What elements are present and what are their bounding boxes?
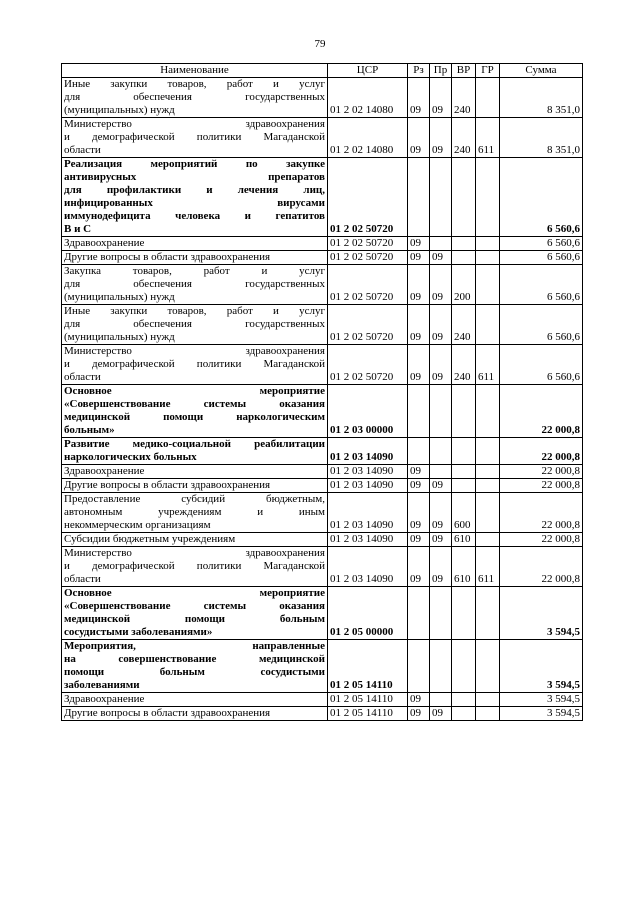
row-rz: 09 — [408, 305, 430, 345]
row-gr — [476, 265, 500, 305]
row-name-line: Здравоохранение — [64, 693, 145, 705]
row-name-line: антивирусных препаратов — [64, 171, 325, 183]
table-row — [62, 640, 583, 693]
row-name-line: для обеспечения государственных — [64, 91, 325, 103]
table-row — [62, 305, 583, 345]
row-name-line: Министерство здравоохранения — [64, 345, 325, 357]
table-row — [62, 385, 583, 438]
row-name-line: Основное мероприятие — [64, 587, 325, 599]
row-sum: 22 000,8 — [500, 533, 583, 547]
row-sum: 22 000,8 — [500, 438, 583, 465]
row-pr: 09 — [430, 265, 452, 305]
row-sum: 22 000,8 — [500, 465, 583, 479]
row-pr: 09 — [430, 345, 452, 385]
row-name-line: Министерство здравоохранения — [64, 547, 325, 559]
row-gr — [476, 493, 500, 533]
row-sum: 22 000,8 — [500, 493, 583, 533]
row-pr: 09 — [430, 533, 452, 547]
table-row — [62, 587, 583, 640]
row-sum: 6 560,6 — [500, 265, 583, 305]
row-rz: 09 — [408, 251, 430, 265]
row-gr — [476, 305, 500, 345]
row-name-line: Развитие медико-социальной реабилитации — [64, 438, 325, 450]
table-row — [62, 479, 583, 493]
row-rz: 09 — [408, 118, 430, 158]
row-vr — [452, 158, 476, 237]
row-name-line: Предоставление субсидий бюджетным, — [64, 493, 325, 505]
row-name-line: наркологических больных — [64, 451, 197, 463]
row-csr: 01 2 05 14110 — [328, 640, 408, 693]
row-rz — [408, 438, 430, 465]
row-name — [62, 305, 328, 345]
row-name-line: «Совершенствование системы оказания — [64, 398, 325, 410]
row-name — [62, 533, 328, 547]
table-row — [62, 707, 583, 721]
header-vr: ВР — [452, 64, 476, 78]
row-csr: 01 2 03 00000 — [328, 385, 408, 438]
row-name — [62, 438, 328, 465]
row-pr — [430, 438, 452, 465]
row-name — [62, 465, 328, 479]
row-name-line: и демографической политики Магаданской — [64, 131, 325, 143]
row-name — [62, 237, 328, 251]
row-gr — [476, 158, 500, 237]
row-name-line: Министерство здравоохранения — [64, 118, 325, 130]
row-pr — [430, 158, 452, 237]
row-name-line: области — [64, 144, 101, 156]
row-name — [62, 118, 328, 158]
row-sum: 6 560,6 — [500, 305, 583, 345]
row-name-line: В и С — [64, 223, 92, 235]
table-row — [62, 265, 583, 305]
row-name-line: Реализация мероприятий по закупке — [64, 158, 325, 170]
table-row — [62, 547, 583, 587]
row-name-line: медицинской помощи наркологическим — [64, 411, 325, 423]
row-csr: 01 2 02 50720 — [328, 237, 408, 251]
row-csr: 01 2 02 50720 — [328, 251, 408, 265]
row-vr: 240 — [452, 118, 476, 158]
row-vr — [452, 707, 476, 721]
row-name-line: Другие вопросы в области здравоохранения — [64, 479, 271, 491]
row-rz — [408, 385, 430, 438]
row-sum: 22 000,8 — [500, 547, 583, 587]
table-row — [62, 438, 583, 465]
header-csr: ЦСР — [328, 64, 408, 78]
row-csr: 01 2 02 14080 — [328, 118, 408, 158]
row-name-line: медицинской помощи больным — [64, 613, 325, 625]
row-rz: 09 — [408, 265, 430, 305]
row-sum: 8 351,0 — [500, 118, 583, 158]
row-name — [62, 158, 328, 237]
row-sum: 22 000,8 — [500, 479, 583, 493]
budget-table — [61, 63, 583, 721]
row-name — [62, 693, 328, 707]
row-name-line: сосудистыми заболеваниями» — [64, 626, 213, 638]
row-name — [62, 385, 328, 438]
row-rz — [408, 640, 430, 693]
row-name-line: «Совершенствование системы оказания — [64, 600, 325, 612]
row-vr — [452, 479, 476, 493]
row-sum: 6 560,6 — [500, 158, 583, 237]
row-name — [62, 265, 328, 305]
row-name-line: для обеспечения государственных — [64, 278, 325, 290]
row-name-line: Другие вопросы в области здравоохранения — [64, 707, 271, 719]
row-csr: 01 2 02 50720 — [328, 345, 408, 385]
table-row — [62, 345, 583, 385]
row-vr: 610 — [452, 547, 476, 587]
row-name-line: области — [64, 371, 101, 383]
row-csr: 01 2 03 14090 — [328, 493, 408, 533]
row-vr — [452, 587, 476, 640]
row-name-line: (муниципальных) нужд — [64, 291, 175, 303]
row-name — [62, 587, 328, 640]
row-csr: 01 2 03 14090 — [328, 479, 408, 493]
row-pr — [430, 587, 452, 640]
row-csr: 01 2 05 00000 — [328, 587, 408, 640]
row-name — [62, 78, 328, 118]
row-gr — [476, 587, 500, 640]
row-name — [62, 345, 328, 385]
row-rz: 09 — [408, 479, 430, 493]
row-name-line: Мероприятия, направленные — [64, 640, 325, 652]
table-row — [62, 693, 583, 707]
row-gr — [476, 438, 500, 465]
row-gr: 611 — [476, 345, 500, 385]
row-rz: 09 — [408, 78, 430, 118]
row-rz: 09 — [408, 237, 430, 251]
row-rz: 09 — [408, 547, 430, 587]
row-gr — [476, 251, 500, 265]
row-rz: 09 — [408, 493, 430, 533]
row-gr — [476, 237, 500, 251]
row-csr: 01 2 02 14080 — [328, 78, 408, 118]
row-name-line: иммунодефицита человека и гепатитов — [64, 210, 325, 222]
row-name-line: Иные закупки товаров, работ и услуг — [64, 78, 325, 90]
row-csr: 01 2 03 14090 — [328, 547, 408, 587]
row-name-line: для обеспечения государственных — [64, 318, 325, 330]
row-rz: 09 — [408, 707, 430, 721]
row-vr: 200 — [452, 265, 476, 305]
table-row — [62, 118, 583, 158]
row-gr: 611 — [476, 118, 500, 158]
row-name-line: Здравоохранение — [64, 465, 145, 477]
row-name-line: Субсидии бюджетным учреждениям — [64, 533, 236, 545]
table-row — [62, 237, 583, 251]
row-name — [62, 479, 328, 493]
table-row — [62, 533, 583, 547]
row-name-line: на совершенствование медицинской — [64, 653, 325, 665]
row-rz — [408, 158, 430, 237]
row-name-line: и демографической политики Магаданской — [64, 358, 325, 370]
row-pr: 09 — [430, 707, 452, 721]
row-vr — [452, 640, 476, 693]
row-sum: 22 000,8 — [500, 385, 583, 438]
row-sum: 6 560,6 — [500, 251, 583, 265]
row-name-line: и демографической политики Магаданской — [64, 560, 325, 572]
row-sum: 3 594,5 — [500, 693, 583, 707]
row-name-line: больным» — [64, 424, 115, 436]
row-name-line: заболеваниями — [64, 679, 140, 691]
table-header-row — [62, 64, 583, 78]
row-vr: 240 — [452, 78, 476, 118]
row-csr: 01 2 03 14090 — [328, 465, 408, 479]
row-pr: 09 — [430, 251, 452, 265]
row-csr: 01 2 05 14110 — [328, 707, 408, 721]
table-body — [62, 78, 583, 721]
page-number: 79 — [314, 38, 326, 50]
row-sum: 6 560,6 — [500, 237, 583, 251]
row-csr: 01 2 02 50720 — [328, 158, 408, 237]
row-pr: 09 — [430, 118, 452, 158]
row-name-line: инфицированных вирусами — [64, 197, 325, 209]
row-name — [62, 547, 328, 587]
row-name-line: (муниципальных) нужд — [64, 104, 175, 116]
row-vr: 240 — [452, 345, 476, 385]
row-sum: 3 594,5 — [500, 707, 583, 721]
row-name-line: Закупка товаров, работ и услуг — [64, 265, 325, 277]
row-csr: 01 2 02 50720 — [328, 265, 408, 305]
row-name-line: Основное мероприятие — [64, 385, 325, 397]
row-name-line: Иные закупки товаров, работ и услуг — [64, 305, 325, 317]
row-gr — [476, 640, 500, 693]
row-vr: 600 — [452, 493, 476, 533]
row-sum: 8 351,0 — [500, 78, 583, 118]
row-gr — [476, 385, 500, 438]
row-name — [62, 493, 328, 533]
row-pr — [430, 640, 452, 693]
row-csr: 01 2 03 14090 — [328, 438, 408, 465]
row-pr — [430, 693, 452, 707]
row-gr — [476, 479, 500, 493]
row-vr — [452, 385, 476, 438]
table-row — [62, 78, 583, 118]
row-name-line: Здравоохранение — [64, 237, 145, 249]
row-pr — [430, 385, 452, 438]
row-name-line: (муниципальных) нужд — [64, 331, 175, 343]
table-row — [62, 493, 583, 533]
row-vr: 240 — [452, 305, 476, 345]
row-name-line: области — [64, 573, 101, 585]
row-sum: 3 594,5 — [500, 640, 583, 693]
row-pr: 09 — [430, 78, 452, 118]
row-gr — [476, 707, 500, 721]
table-row — [62, 251, 583, 265]
header-pr: Пр — [430, 64, 452, 78]
header-name: Наименование — [62, 64, 328, 78]
row-name — [62, 707, 328, 721]
row-pr: 09 — [430, 479, 452, 493]
header-rz: Рз — [408, 64, 430, 78]
row-name-line: для профилактики и лечения лиц, — [64, 184, 325, 196]
row-name-line: помощи больным сосудистыми — [64, 666, 325, 678]
row-pr: 09 — [430, 547, 452, 587]
row-name-line: Другие вопросы в области здравоохранения — [64, 251, 271, 263]
row-pr — [430, 465, 452, 479]
row-vr — [452, 693, 476, 707]
row-vr — [452, 251, 476, 265]
table-row — [62, 158, 583, 237]
row-vr: 610 — [452, 533, 476, 547]
row-pr: 09 — [430, 493, 452, 533]
row-pr — [430, 237, 452, 251]
row-vr — [452, 465, 476, 479]
row-rz: 09 — [408, 533, 430, 547]
row-name-line: некоммерческим организациям — [64, 519, 211, 531]
row-name-line: автономным учреждениям и иным — [64, 506, 325, 518]
row-name — [62, 251, 328, 265]
row-gr — [476, 693, 500, 707]
row-vr — [452, 438, 476, 465]
row-csr: 01 2 03 14090 — [328, 533, 408, 547]
row-name — [62, 640, 328, 693]
row-vr — [452, 237, 476, 251]
row-sum: 6 560,6 — [500, 345, 583, 385]
row-rz: 09 — [408, 465, 430, 479]
row-pr: 09 — [430, 305, 452, 345]
row-rz: 09 — [408, 345, 430, 385]
row-rz — [408, 587, 430, 640]
row-gr: 611 — [476, 547, 500, 587]
row-csr: 01 2 05 14110 — [328, 693, 408, 707]
table-row — [62, 465, 583, 479]
row-sum: 3 594,5 — [500, 587, 583, 640]
row-gr — [476, 533, 500, 547]
row-rz: 09 — [408, 693, 430, 707]
row-csr: 01 2 02 50720 — [328, 305, 408, 345]
header-sum: Сумма — [500, 64, 583, 78]
row-gr — [476, 78, 500, 118]
row-gr — [476, 465, 500, 479]
header-gr: ГР — [476, 64, 500, 78]
